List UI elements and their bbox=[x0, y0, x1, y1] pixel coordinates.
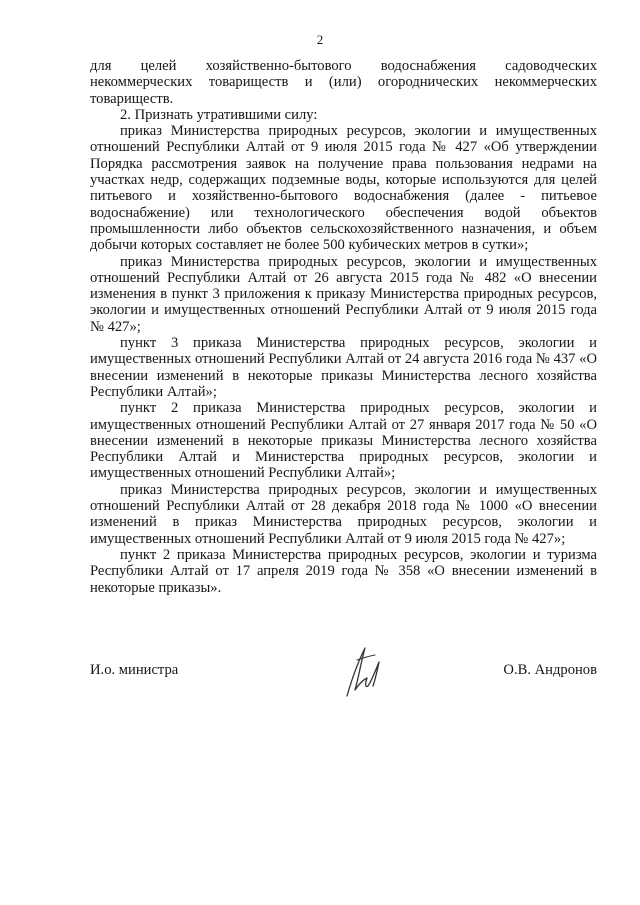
paragraph-order-437: пункт 3 приказа Министерства природных ресурсов, экологии и имущественных отношений Республики Алтай от 24 августа 2016 года № 437 «О внесении изменений в некоторые приказы Министерства лесного хозяйства Республики Алтай»; bbox=[90, 335, 597, 400]
paragraph-continuation: для целей хозяйственно-бытового водоснабжения садоводческих некоммерческих товариществ и (или) огороднических некоммерческих товариществ. bbox=[90, 58, 597, 107]
position-title: И.о. министра bbox=[90, 662, 179, 678]
page-number: 2 bbox=[316, 32, 324, 47]
paragraph-order-50: пункт 2 приказа Министерства природных ресурсов, экологии и имущественных отношений Республики Алтай от 27 января 2017 года № 50 «О внесении изменений в некоторые приказы Министерства лесного хозяйства Республики Алтай и Министерства природных ресурсов, экологии и имущественных отношений Республики Алтай»; bbox=[90, 400, 597, 482]
signatory-name: О.В. Андронов bbox=[503, 662, 597, 678]
paragraph-order-358: пункт 2 приказа Министерства природных ресурсов, экологии и туризма Республики Алтай от 17 апреля 2019 года № 358 «О внесении изменений в некоторые приказы». bbox=[90, 546, 597, 596]
paragraph-item-2: 2. Признать утратившими силу: bbox=[120, 106, 318, 123]
paragraph-order-482: приказ Министерства природных ресурсов, экологии и имущественных отношений Республики Алтай от 26 августа 2015 года № 482 «О внесении изменения в пункт 3 приложения к приказу Министерства природных ресурсов, экологии и имущественных отношений Республики Алтай от 9 июля 2015 года № 427»; bbox=[90, 253, 597, 335]
paragraph-order-1000: приказ Министерства природных ресурсов, экологии и имущественных отношений Республики Алтай от 28 декабря 2018 года № 1000 «О внесении изменений в приказ Министерства природных ресурсов, экологии и имущественных отношений Республики Алтай от 9 июля 2015 года № 427»; bbox=[90, 481, 597, 547]
document-body bbox=[90, 58, 597, 596]
handwritten-signature bbox=[335, 640, 385, 702]
paragraph-order-427: приказ Министерства природных ресурсов, экологии и имущественных отношений Республики Алтай от 9 июля 2015 года № 427 «Об утверждении Порядка рассмотрения заявок на получение права пользования недрами на участках недр, содержащих подземные воды, которые используются для целей питьевого и хозяйственно-бытового водоснабжения (далее - питьевое водоснабжение) или технологического обеспечения водой объектов промышленности либо объектов сельскохозяйственного назначения, и объем добычи которых составляет не более 500 кубических метров в сутки»; bbox=[90, 123, 597, 254]
